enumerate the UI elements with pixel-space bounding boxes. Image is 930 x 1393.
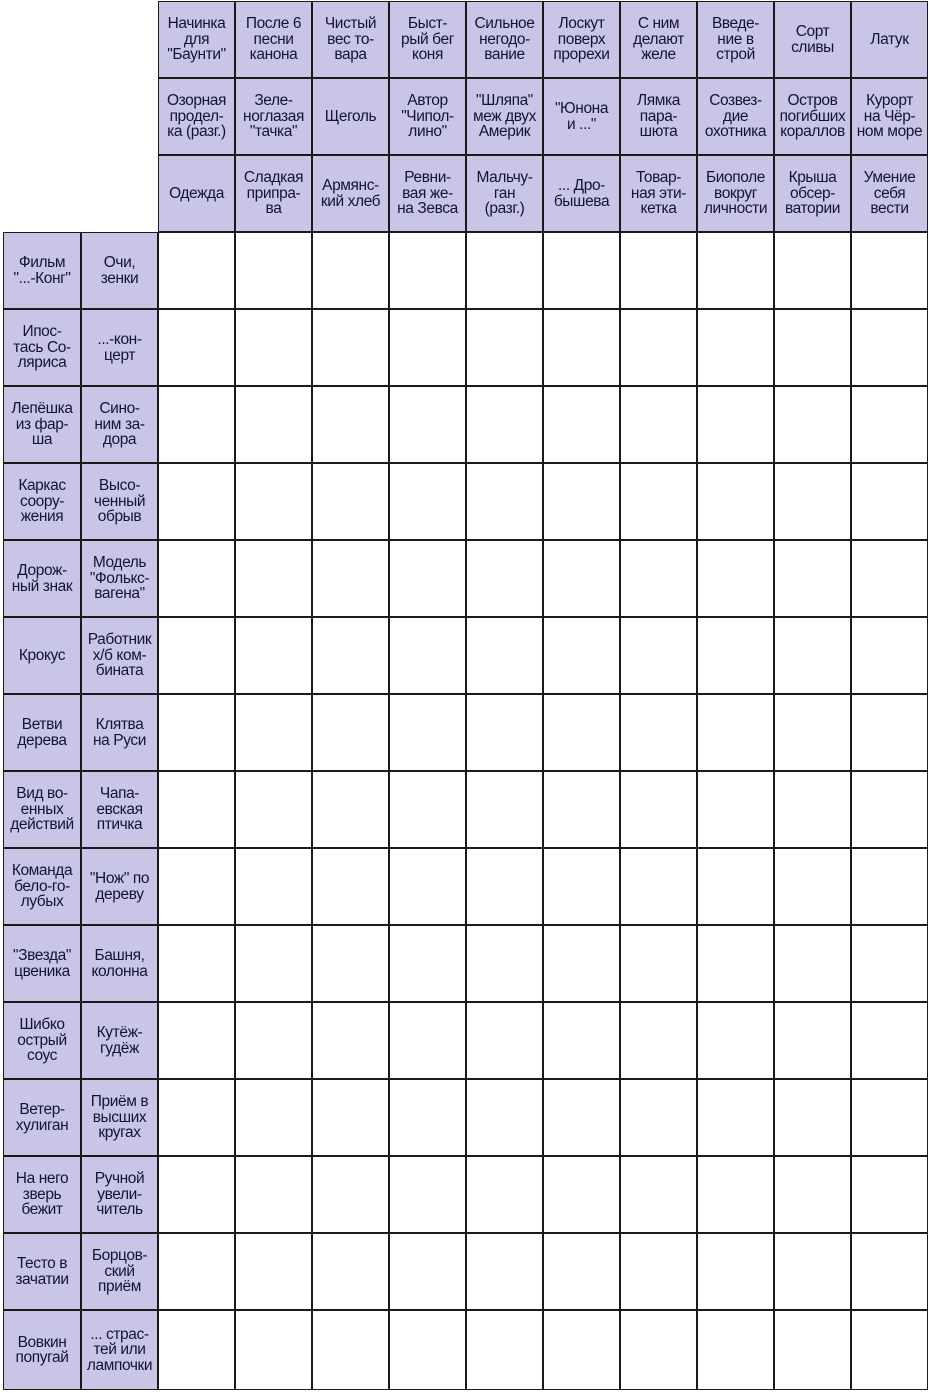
top-clue-cell xyxy=(158,78,235,155)
clue-text: Ревни- вая же- на Зевса xyxy=(397,169,458,218)
answer-cell[interactable] xyxy=(158,540,235,617)
top-clue-cell xyxy=(158,1,235,78)
answer-cell[interactable] xyxy=(235,1079,312,1156)
left-clue-cell xyxy=(81,309,158,386)
clue-text: Курорт на Чёр- ном море xyxy=(856,92,923,141)
clue-text: Лоскут поверх прорехи xyxy=(553,15,610,64)
answer-cell[interactable] xyxy=(158,386,235,463)
top-clue-cell xyxy=(235,155,312,232)
answer-cell[interactable] xyxy=(158,1233,235,1310)
top-clue-cell xyxy=(851,1,928,78)
answer-cell[interactable] xyxy=(774,1310,851,1390)
answer-cell[interactable] xyxy=(543,1233,620,1310)
answer-cell[interactable] xyxy=(235,309,312,386)
answer-cell[interactable] xyxy=(697,232,774,309)
clue-text: Каркас соору- жения xyxy=(18,477,66,526)
answer-cell[interactable] xyxy=(389,771,466,848)
top-clue-cell xyxy=(697,78,774,155)
answer-cell[interactable] xyxy=(312,1233,389,1310)
answer-cell[interactable] xyxy=(158,771,235,848)
answer-cell[interactable] xyxy=(774,617,851,694)
answer-cell[interactable] xyxy=(235,463,312,540)
left-clue-cell xyxy=(3,617,81,694)
clue-text: Крыша обсер- ватории xyxy=(784,169,841,218)
left-clue-cell xyxy=(3,1156,81,1233)
answer-cell[interactable] xyxy=(774,232,851,309)
left-clue-cell xyxy=(3,1079,81,1156)
top-clue-cell xyxy=(389,78,466,155)
answer-cell[interactable] xyxy=(697,540,774,617)
answer-cell[interactable] xyxy=(697,1079,774,1156)
answer-cell[interactable] xyxy=(235,1310,312,1390)
answer-cell[interactable] xyxy=(851,540,928,617)
top-clue-cell xyxy=(389,155,466,232)
answer-cell[interactable] xyxy=(851,309,928,386)
answer-cell[interactable] xyxy=(851,771,928,848)
clue-text: Чапа- евская птичка xyxy=(96,785,143,834)
clue-text: Созвез- дие охотника xyxy=(704,92,767,141)
answer-cell[interactable] xyxy=(466,1079,543,1156)
answer-cell[interactable] xyxy=(235,232,312,309)
answer-cell[interactable] xyxy=(697,386,774,463)
answer-cell[interactable] xyxy=(697,1233,774,1310)
clue-text: "Нож" по дереву xyxy=(89,870,150,903)
clue-text: Автор "Чипол- лино" xyxy=(401,92,454,141)
left-clue-cell xyxy=(81,1156,158,1233)
answer-cell[interactable] xyxy=(697,1002,774,1079)
answer-cell[interactable] xyxy=(466,232,543,309)
top-clue-cell xyxy=(774,78,851,155)
clue-text: "Звезда" цвеника xyxy=(13,947,71,980)
answer-cell[interactable] xyxy=(235,925,312,1002)
clue-text: Мальчу- ган (разг.) xyxy=(476,169,533,218)
answer-cell[interactable] xyxy=(158,694,235,771)
clue-text: Латук xyxy=(870,30,909,48)
answer-cell[interactable] xyxy=(851,617,928,694)
left-clue-cell xyxy=(3,463,81,540)
answer-cell[interactable] xyxy=(851,232,928,309)
answer-cell[interactable] xyxy=(543,1310,620,1390)
top-clue-cell xyxy=(389,1,466,78)
top-clue-cell xyxy=(235,78,312,155)
clue-text: Сладкая припра- ва xyxy=(243,169,304,218)
clue-text: Зеле- ноглазая "тачка" xyxy=(243,92,304,141)
top-clue-cell xyxy=(312,1,389,78)
top-clue-cell xyxy=(851,78,928,155)
top-clue-cell xyxy=(851,155,928,232)
answer-cell[interactable] xyxy=(466,1156,543,1233)
answer-cell[interactable] xyxy=(620,309,697,386)
answer-cell[interactable] xyxy=(851,1310,928,1390)
answer-cell[interactable] xyxy=(158,1079,235,1156)
answer-cell[interactable] xyxy=(697,309,774,386)
top-clue-cell xyxy=(312,155,389,232)
answer-cell[interactable] xyxy=(389,617,466,694)
answer-cell[interactable] xyxy=(312,1310,389,1390)
left-clue-cell xyxy=(81,463,158,540)
left-clue-cell xyxy=(3,309,81,386)
clue-text: Товар- ная эти- кетка xyxy=(630,169,687,218)
left-clue-cell xyxy=(81,1002,158,1079)
clue-text: Дорож- ный знак xyxy=(11,562,73,595)
answer-cell[interactable] xyxy=(158,1156,235,1233)
clue-text: Крокус xyxy=(18,646,66,664)
answer-cell[interactable] xyxy=(543,232,620,309)
left-clue-cell xyxy=(81,1233,158,1310)
left-clue-cell xyxy=(3,232,81,309)
answer-cell[interactable] xyxy=(389,1310,466,1390)
clue-text: Борцов- ский приём xyxy=(91,1247,148,1296)
answer-cell[interactable] xyxy=(312,694,389,771)
answer-cell[interactable] xyxy=(697,617,774,694)
answer-cell[interactable] xyxy=(466,463,543,540)
answer-cell[interactable] xyxy=(466,386,543,463)
answer-cell[interactable] xyxy=(466,694,543,771)
answer-cell[interactable] xyxy=(851,848,928,925)
answer-cell[interactable] xyxy=(543,617,620,694)
answer-cell[interactable] xyxy=(543,1156,620,1233)
answer-cell[interactable] xyxy=(774,694,851,771)
answer-cell[interactable] xyxy=(697,1156,774,1233)
answer-cell[interactable] xyxy=(466,309,543,386)
answer-cell[interactable] xyxy=(851,386,928,463)
answer-cell[interactable] xyxy=(543,386,620,463)
answer-cell[interactable] xyxy=(235,694,312,771)
answer-cell[interactable] xyxy=(466,848,543,925)
left-clue-cell xyxy=(3,1310,81,1390)
answer-cell[interactable] xyxy=(312,1079,389,1156)
answer-cell[interactable] xyxy=(235,848,312,925)
clue-text: Умение себя вести xyxy=(863,169,916,218)
answer-cell[interactable] xyxy=(774,1002,851,1079)
answer-cell[interactable] xyxy=(312,540,389,617)
clue-text: "Юнона и ..." xyxy=(554,100,609,133)
answer-cell[interactable] xyxy=(389,309,466,386)
clue-text: После 6 песни канона xyxy=(245,15,302,64)
answer-cell[interactable] xyxy=(774,1079,851,1156)
clue-text: Сино- ним за- дора xyxy=(94,400,145,449)
answer-cell[interactable] xyxy=(158,925,235,1002)
answer-cell[interactable] xyxy=(312,925,389,1002)
top-clue-cell xyxy=(466,78,543,155)
left-clue-cell xyxy=(3,540,81,617)
answer-cell[interactable] xyxy=(851,1002,928,1079)
left-clue-cell xyxy=(3,694,81,771)
answer-cell[interactable] xyxy=(389,232,466,309)
answer-cell[interactable] xyxy=(697,463,774,540)
clue-text: Начинка для "Баунти" xyxy=(167,15,226,64)
answer-cell[interactable] xyxy=(312,1156,389,1233)
answer-cell[interactable] xyxy=(697,925,774,1002)
answer-cell[interactable] xyxy=(851,1233,928,1310)
answer-cell[interactable] xyxy=(312,232,389,309)
answer-cell[interactable] xyxy=(389,1002,466,1079)
top-clue-cell xyxy=(774,155,851,232)
clue-text: На него зверь бежит xyxy=(15,1170,69,1219)
clue-text: ... страс- тей или лампочки xyxy=(86,1325,153,1374)
top-clue-cell xyxy=(543,78,620,155)
clue-text: Лепёшка из фар- ша xyxy=(11,400,73,449)
answer-cell[interactable] xyxy=(466,925,543,1002)
answer-cell[interactable] xyxy=(774,309,851,386)
clue-text: Приём в высших кругах xyxy=(90,1093,149,1142)
answer-cell[interactable] xyxy=(774,386,851,463)
clue-text: Высо- ченный обрыв xyxy=(93,477,146,526)
answer-cell[interactable] xyxy=(697,771,774,848)
top-clue-cell xyxy=(697,155,774,232)
answer-cell[interactable] xyxy=(620,463,697,540)
answer-cell[interactable] xyxy=(620,925,697,1002)
answer-cell[interactable] xyxy=(774,848,851,925)
left-clue-cell xyxy=(81,848,158,925)
clue-text: Клятва на Руси xyxy=(92,716,146,749)
answer-cell[interactable] xyxy=(851,1079,928,1156)
answer-cell[interactable] xyxy=(312,309,389,386)
top-clue-cell xyxy=(235,1,312,78)
answer-cell[interactable] xyxy=(389,463,466,540)
answer-cell[interactable] xyxy=(851,1156,928,1233)
clue-text: Щеголь xyxy=(324,107,377,125)
answer-cell[interactable] xyxy=(235,540,312,617)
clue-text: Вовкин попугай xyxy=(15,1333,69,1366)
answer-cell[interactable] xyxy=(620,694,697,771)
top-clue-cell xyxy=(312,78,389,155)
answer-cell[interactable] xyxy=(466,540,543,617)
top-clue-cell xyxy=(466,1,543,78)
answer-cell[interactable] xyxy=(158,463,235,540)
answer-cell[interactable] xyxy=(697,848,774,925)
answer-cell[interactable] xyxy=(235,771,312,848)
top-clue-cell xyxy=(620,1,697,78)
answer-cell[interactable] xyxy=(389,386,466,463)
left-clue-cell xyxy=(3,771,81,848)
clue-text: С ним делают желе xyxy=(633,15,684,64)
clue-text: Ветви дерева xyxy=(17,716,67,749)
answer-cell[interactable] xyxy=(620,771,697,848)
answer-cell[interactable] xyxy=(158,309,235,386)
answer-cell[interactable] xyxy=(389,848,466,925)
clue-text: Очи, зенки xyxy=(100,254,139,287)
left-clue-cell xyxy=(81,386,158,463)
answer-cell[interactable] xyxy=(235,1002,312,1079)
answer-cell[interactable] xyxy=(312,617,389,694)
answer-cell[interactable] xyxy=(466,1310,543,1390)
clue-text: Сорт сливы xyxy=(791,23,834,56)
clue-text: Модель "Фолькс- вагена" xyxy=(89,554,150,603)
left-clue-cell xyxy=(3,1002,81,1079)
answer-cell[interactable] xyxy=(312,1002,389,1079)
answer-cell[interactable] xyxy=(620,232,697,309)
answer-cell[interactable] xyxy=(158,1002,235,1079)
left-clue-cell xyxy=(81,694,158,771)
clue-text: Быст- рый бег коня xyxy=(401,15,454,64)
answer-cell[interactable] xyxy=(235,1156,312,1233)
clue-text: Тесто в зачатии xyxy=(15,1255,69,1288)
left-clue-cell xyxy=(3,848,81,925)
answer-cell[interactable] xyxy=(697,694,774,771)
top-clue-cell xyxy=(543,155,620,232)
answer-cell[interactable] xyxy=(620,1310,697,1390)
top-clue-cell xyxy=(774,1,851,78)
answer-cell[interactable] xyxy=(312,771,389,848)
answer-cell[interactable] xyxy=(158,617,235,694)
answer-cell[interactable] xyxy=(543,694,620,771)
top-clue-cell xyxy=(158,155,235,232)
answer-cell[interactable] xyxy=(543,771,620,848)
answer-cell[interactable] xyxy=(389,540,466,617)
answer-cell[interactable] xyxy=(851,694,928,771)
answer-cell[interactable] xyxy=(543,1079,620,1156)
answer-cell[interactable] xyxy=(466,1233,543,1310)
clue-text: Ручной увели- читель xyxy=(94,1170,145,1219)
left-clue-cell xyxy=(81,1310,158,1390)
answer-cell[interactable] xyxy=(543,848,620,925)
answer-cell[interactable] xyxy=(543,540,620,617)
clue-text: Армянс- кий хлеб xyxy=(320,177,381,210)
answer-cell[interactable] xyxy=(620,540,697,617)
answer-cell[interactable] xyxy=(774,1156,851,1233)
answer-cell[interactable] xyxy=(312,848,389,925)
answer-cell[interactable] xyxy=(543,309,620,386)
answer-cell[interactable] xyxy=(774,771,851,848)
answer-cell[interactable] xyxy=(235,1233,312,1310)
clue-text: ... Дро- бышева xyxy=(553,177,610,210)
answer-cell[interactable] xyxy=(620,1079,697,1156)
answer-cell[interactable] xyxy=(620,1233,697,1310)
answer-cell[interactable] xyxy=(235,386,312,463)
clue-text: Башня, колонна xyxy=(91,947,148,980)
answer-cell[interactable] xyxy=(697,1310,774,1390)
clue-text: Одежда xyxy=(169,184,224,202)
answer-cell[interactable] xyxy=(389,925,466,1002)
answer-cell[interactable] xyxy=(389,694,466,771)
top-clue-cell xyxy=(620,78,697,155)
top-clue-cell xyxy=(697,1,774,78)
clue-text: Ветер- хулиган xyxy=(15,1101,69,1134)
clue-text: Остров погибших кораллов xyxy=(779,92,846,141)
clue-text: Работник х/б ком- бината xyxy=(87,631,152,680)
left-clue-cell xyxy=(3,1233,81,1310)
top-clue-cell xyxy=(620,155,697,232)
answer-cell[interactable] xyxy=(620,1002,697,1079)
answer-cell[interactable] xyxy=(774,463,851,540)
answer-cell[interactable] xyxy=(543,925,620,1002)
answer-cell[interactable] xyxy=(389,1156,466,1233)
answer-cell[interactable] xyxy=(466,771,543,848)
clue-text: "Шляпа" меж двух Америк xyxy=(472,92,536,141)
answer-cell[interactable] xyxy=(158,848,235,925)
left-clue-cell xyxy=(3,925,81,1002)
answer-cell[interactable] xyxy=(620,617,697,694)
answer-cell[interactable] xyxy=(312,386,389,463)
answer-cell[interactable] xyxy=(851,463,928,540)
answer-cell[interactable] xyxy=(774,1233,851,1310)
answer-cell[interactable] xyxy=(158,1310,235,1390)
answer-cell[interactable] xyxy=(620,848,697,925)
clue-text: ...-кон- церт xyxy=(97,331,142,364)
answer-cell[interactable] xyxy=(543,1002,620,1079)
answer-cell[interactable] xyxy=(774,925,851,1002)
clue-text: Лямка пара- шюта xyxy=(637,92,680,141)
answer-cell[interactable] xyxy=(312,463,389,540)
answer-cell[interactable] xyxy=(620,386,697,463)
clue-text: Кутёж- гудёж xyxy=(96,1024,143,1057)
left-clue-cell xyxy=(3,386,81,463)
answer-cell[interactable] xyxy=(466,1002,543,1079)
answer-cell[interactable] xyxy=(235,617,312,694)
answer-cell[interactable] xyxy=(774,540,851,617)
answer-cell[interactable] xyxy=(620,1156,697,1233)
clue-text: Биополе вокруг личности xyxy=(703,169,768,218)
answer-cell[interactable] xyxy=(543,463,620,540)
clue-text: Команда бело-го- лубых xyxy=(11,862,73,911)
left-clue-cell xyxy=(81,617,158,694)
left-clue-cell xyxy=(81,1079,158,1156)
answer-cell[interactable] xyxy=(389,1079,466,1156)
top-clue-cell xyxy=(466,155,543,232)
clue-text: Озорная продел- ка (разг.) xyxy=(166,92,226,141)
answer-cell[interactable] xyxy=(158,232,235,309)
left-clue-cell xyxy=(81,540,158,617)
clue-text: Шибко острый соус xyxy=(17,1016,67,1065)
left-clue-cell xyxy=(81,771,158,848)
clue-text: Фильм "...-Конг" xyxy=(13,254,71,287)
clue-text: Введе- ние в строй xyxy=(711,15,760,64)
clue-text: Вид во- енных действий xyxy=(10,785,74,834)
answer-cell[interactable] xyxy=(466,617,543,694)
answer-cell[interactable] xyxy=(389,1233,466,1310)
clue-text: Сильное негодо- вание xyxy=(474,15,535,64)
left-clue-cell xyxy=(81,925,158,1002)
clue-text: Ипос- тась Со- ляриса xyxy=(13,323,71,372)
left-clue-cell xyxy=(81,232,158,309)
answer-cell[interactable] xyxy=(851,925,928,1002)
clue-text: Чистый вес то- вара xyxy=(324,15,377,64)
top-clue-cell xyxy=(543,1,620,78)
